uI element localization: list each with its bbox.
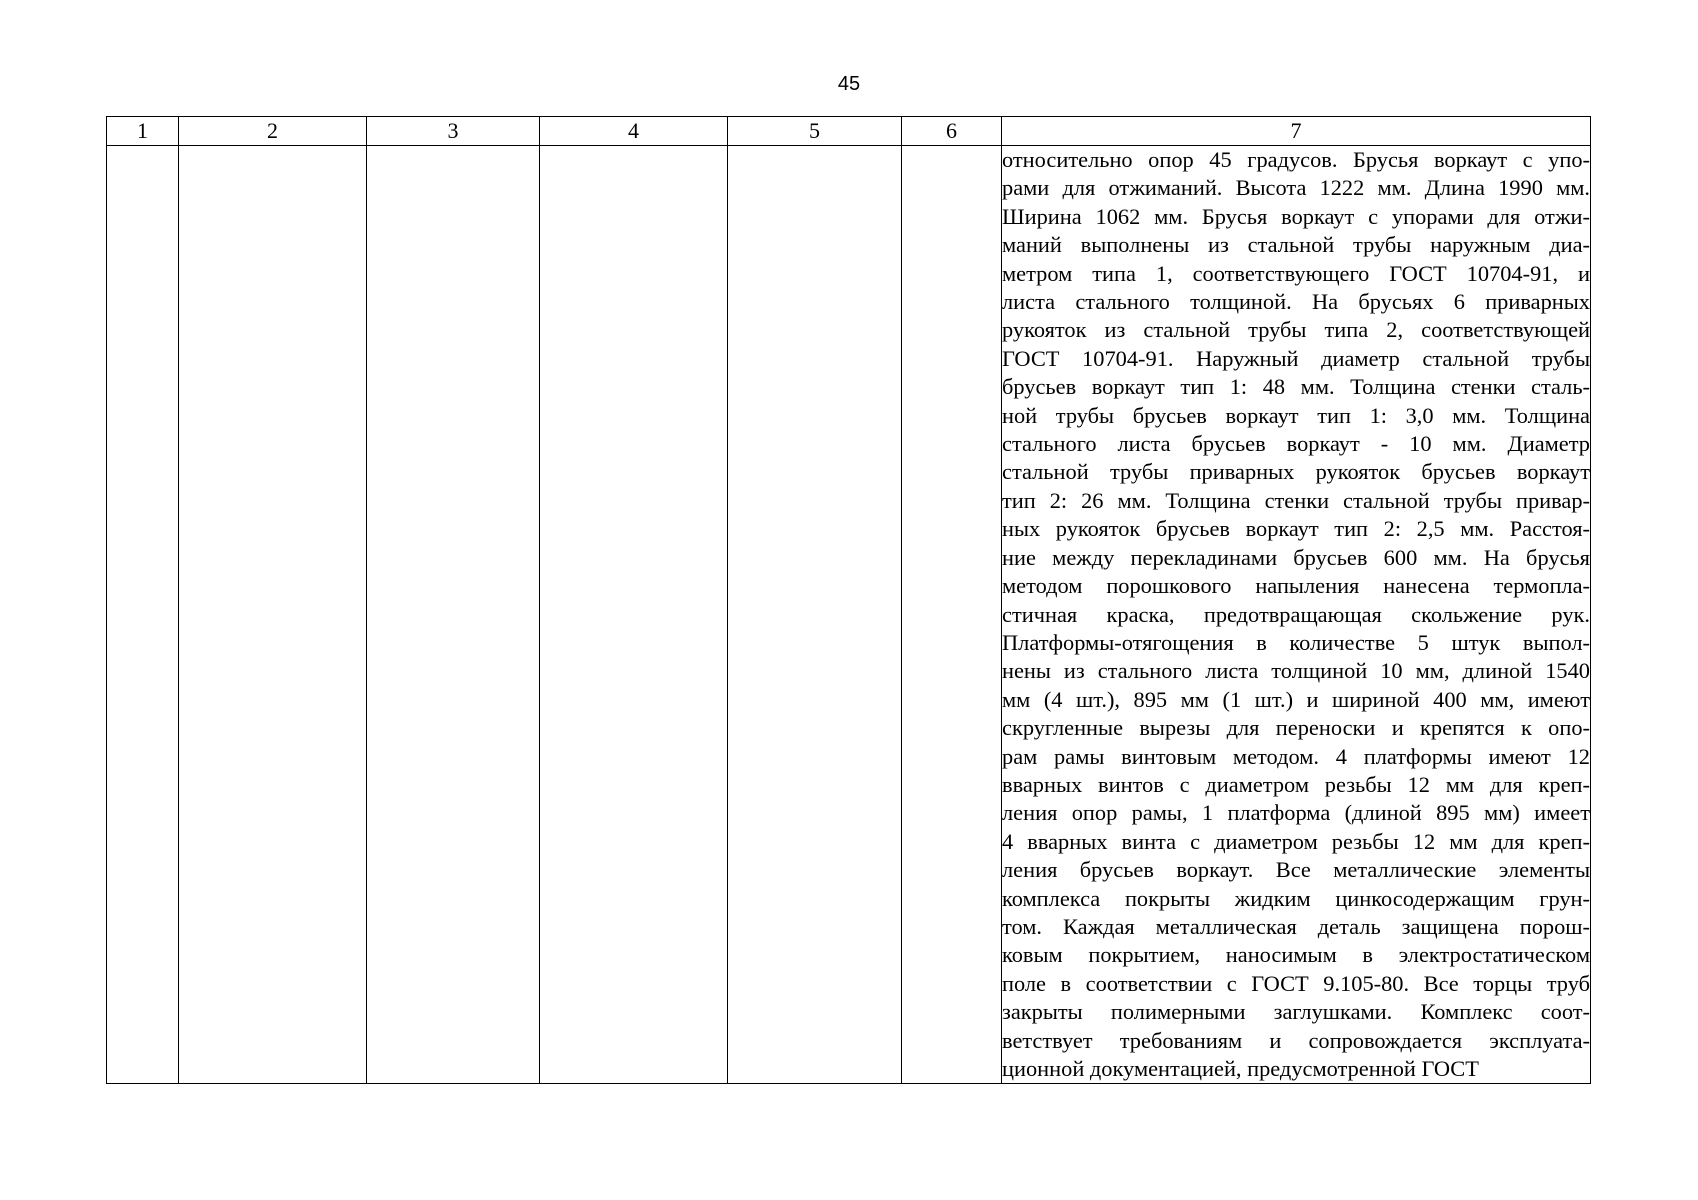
- description-line: тип 2: 26 мм. Толщина стенки стальной трубы привар-: [1002, 487, 1590, 513]
- description-line: методом порошкового напыления нанесена термопла-: [1002, 573, 1590, 599]
- description-line: мм (4 шт.), 895 мм (1 шт.) и шириной 400 мм, имеют: [1002, 686, 1590, 712]
- description-line: метром типа 1, соответствующего ГОСТ 10704-91, и: [1002, 260, 1590, 286]
- cell-col-4: [540, 146, 728, 1084]
- description-line: ления брусьев воркаут. Все металлические элементы: [1002, 857, 1590, 883]
- cell-col-6: [902, 146, 1002, 1084]
- description-line: брусьев воркаут тип 1: 48 мм. Толщина стенки сталь-: [1002, 374, 1590, 400]
- description-line: комплекса покрыты жидким цинкосодержащим грун-: [1002, 885, 1590, 911]
- description-cell: [1002, 146, 1591, 1084]
- description-line: закрыты полимерными заглушками. Комплекс соот-: [1002, 999, 1590, 1025]
- description-line: рами для отжиманий. Высота 1222 мм. Длина 1990 мм.: [1002, 175, 1590, 201]
- description-line: ных рукояток брусьев воркаут тип 2: 2,5 мм. Расстоя-: [1002, 516, 1590, 542]
- cell-col-1: [107, 146, 179, 1084]
- description-line: ления опор рамы, 1 платформа (длиной 895 мм) имеет: [1002, 800, 1590, 826]
- column-header-5: 5: [728, 117, 902, 146]
- description-line: относительно опор 45 градусов. Брусья воркаут с упо-: [1002, 147, 1590, 172]
- column-header-7: 7: [1002, 117, 1591, 146]
- column-header-2: 2: [179, 117, 367, 146]
- header-row: [107, 117, 1591, 146]
- specification-table: [106, 116, 1591, 1084]
- description-line: маний выполнены из стальной трубы наружным диа-: [1002, 232, 1590, 258]
- column-header-4: 4: [540, 117, 728, 146]
- column-header-6: 6: [902, 117, 1002, 146]
- description-line: стального листа брусьев воркаут - 10 мм. Диаметр: [1002, 431, 1590, 457]
- description-line: 4 вварных винта с диаметром резьбы 12 мм для креп-: [1002, 828, 1590, 854]
- description-line: Платформы-отягощения в количестве 5 штук выпол-: [1002, 629, 1590, 655]
- description-line: ковым покрытием, наносимым в электростатическом: [1002, 942, 1590, 968]
- description-line: листа стального толщиной. На брусьях 6 приварных: [1002, 289, 1590, 315]
- column-header-1: 1: [107, 117, 179, 146]
- description-line: стичная краска, предотвращающая скольжение рук.: [1002, 601, 1590, 627]
- description-line: ГОСТ 10704-91. Наружный диаметр стальной трубы: [1002, 345, 1590, 371]
- description-line: стальной трубы приварных рукояток брусьев воркаут: [1002, 459, 1590, 485]
- cell-col-2: [179, 146, 367, 1084]
- description-line: ционной документацией, предусмотренной ГОСТ: [1002, 1056, 1479, 1081]
- description-line: ние между перекладинами брусьев 600 мм. На брусья: [1002, 544, 1590, 570]
- cell-col-5: [728, 146, 902, 1084]
- description-line: ной трубы брусьев воркаут тип 1: 3,0 мм. Толщина: [1002, 402, 1590, 428]
- description-line: том. Каждая металлическая деталь защищена порош-: [1002, 913, 1590, 939]
- description-line: поле в соответствии с ГОСТ 9.105-80. Все торцы труб: [1002, 970, 1590, 996]
- cell-col-3: [367, 146, 540, 1084]
- description-line: ветствует требованиям и сопровождается эксплуата-: [1002, 1027, 1590, 1053]
- description-line: Ширина 1062 мм. Брусья воркаут с упорами для отжи-: [1002, 203, 1590, 229]
- description-line: скругленные вырезы для переноски и крепятся к опо-: [1002, 715, 1590, 741]
- page-number: 45: [837, 73, 861, 95]
- column-header-3: 3: [367, 117, 540, 146]
- description-line: рам рамы винтовым методом. 4 платформы имеют 12: [1002, 743, 1590, 769]
- table-row: [107, 146, 1591, 1084]
- description-line: вварных винтов с диаметром резьбы 12 мм для креп-: [1002, 771, 1590, 797]
- description-line: рукояток из стальной трубы типа 2, соответствующей: [1002, 317, 1590, 343]
- description-line: нены из стального листа толщиной 10 мм, длиной 1540: [1002, 658, 1590, 684]
